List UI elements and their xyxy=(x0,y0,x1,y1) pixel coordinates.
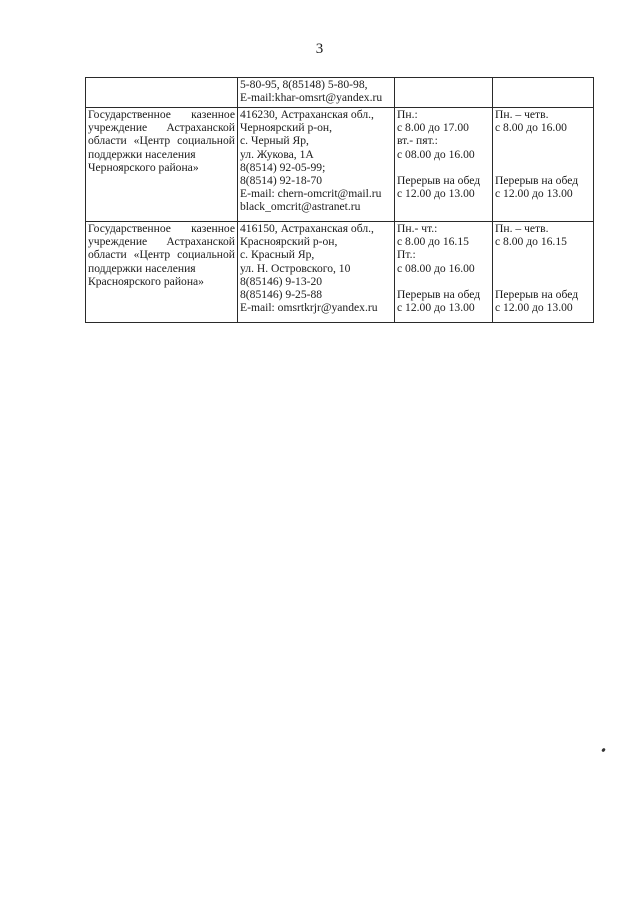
hours-line: с 8.00 до 17.00 xyxy=(397,121,469,135)
organization-line: области «Центр социальной xyxy=(88,134,235,148)
email-line: E-mail:khar-omsrt@yandex.ru xyxy=(240,91,383,105)
lunch-break-line: Перерыв на обед xyxy=(397,288,481,301)
organization-line: поддержки населения xyxy=(88,261,196,275)
address-line: 416150, Астраханская обл., xyxy=(240,222,374,235)
organization-line: Государственное казенное xyxy=(88,108,235,121)
hours-line: с 08.00 до 16.00 xyxy=(397,147,475,161)
organization-cell xyxy=(86,78,238,108)
address-cell xyxy=(238,108,395,222)
organization-line: учреждение Астраханской xyxy=(88,121,235,135)
hours-cell xyxy=(493,78,594,108)
hours-line: Пн. – четв. xyxy=(495,222,549,235)
table-row xyxy=(86,108,594,222)
hours-cell xyxy=(493,108,594,222)
hours-cell xyxy=(395,222,493,323)
scan-speck xyxy=(601,748,606,753)
hours-line: Пт.: xyxy=(397,248,416,262)
lunch-break-line: Перерыв на обед xyxy=(495,287,579,301)
phone-line: 8(85146) 9-13-20 xyxy=(240,274,323,288)
email-line: E-mail: chern-omcrit@mail.ru xyxy=(240,187,382,201)
hours-line: с 08.00 до 16.00 xyxy=(397,261,475,275)
lunch-break-line: с 12.00 до 13.00 xyxy=(495,301,573,315)
lunch-break-line: с 12.00 до 13.00 xyxy=(397,301,475,315)
address-cell xyxy=(238,78,395,108)
organization-line: Черноярского района» xyxy=(88,160,199,174)
hours-line: с 8.00 до 16.00 xyxy=(495,121,567,135)
organization-cell xyxy=(86,222,238,323)
address-line: ул. Н. Островского, 10 xyxy=(240,261,351,275)
organization-cell xyxy=(86,108,238,222)
lunch-break-line: Перерыв на обед xyxy=(397,174,481,187)
hours-line: Пн. – четв. xyxy=(495,108,549,121)
lunch-break-line: Перерыв на обед xyxy=(495,173,579,187)
address-line: Красноярский р-он, xyxy=(240,235,338,249)
hours-cell xyxy=(395,108,493,222)
address-line: 5-80-95, 8(85148) 5-80-98, xyxy=(240,78,368,91)
organization-line: Красноярского района» xyxy=(88,274,204,288)
institutions-table xyxy=(85,77,594,323)
address-cell xyxy=(238,222,395,323)
address-line: с. Черный Яр, xyxy=(240,134,309,148)
hours-line: с 8.00 до 16.15 xyxy=(495,235,567,249)
hours-cell xyxy=(395,78,493,108)
lunch-break-line: с 12.00 до 13.00 xyxy=(397,187,475,201)
organization-line: области «Центр социальной xyxy=(88,248,235,262)
email-line: black_omcrit@astranet.ru xyxy=(240,200,361,214)
organization-line: Государственное казенное xyxy=(88,222,235,235)
hours-cell xyxy=(493,222,594,323)
address-line: 416230, Астраханская обл., xyxy=(240,108,374,121)
address-line: ул. Жукова, 1А xyxy=(240,147,314,161)
email-line: E-mail: omsrtkrjr@yandex.ru xyxy=(240,301,378,315)
organization-line: учреждение Астраханской xyxy=(88,235,235,249)
hours-line: вт.- пят.: xyxy=(397,134,438,148)
hours-line: Пн.- чт.: xyxy=(397,222,438,235)
table-row xyxy=(86,222,594,323)
hours-line: Пн.: xyxy=(397,108,418,121)
phone-line: 8(85146) 9-25-88 xyxy=(240,288,323,302)
table-row xyxy=(86,78,594,108)
organization-line: поддержки населения xyxy=(88,147,196,161)
lunch-break-line: с 12.00 до 13.00 xyxy=(495,187,573,201)
phone-line: 8(8514) 92-05-99; xyxy=(240,160,326,174)
address-line: с. Красный Яр, xyxy=(240,248,315,262)
hours-line: с 8.00 до 16.15 xyxy=(397,235,469,249)
address-line: Черноярский р-он, xyxy=(240,121,333,135)
page-number: 3 xyxy=(315,41,324,57)
phone-line: 8(8514) 92-18-70 xyxy=(240,174,323,188)
